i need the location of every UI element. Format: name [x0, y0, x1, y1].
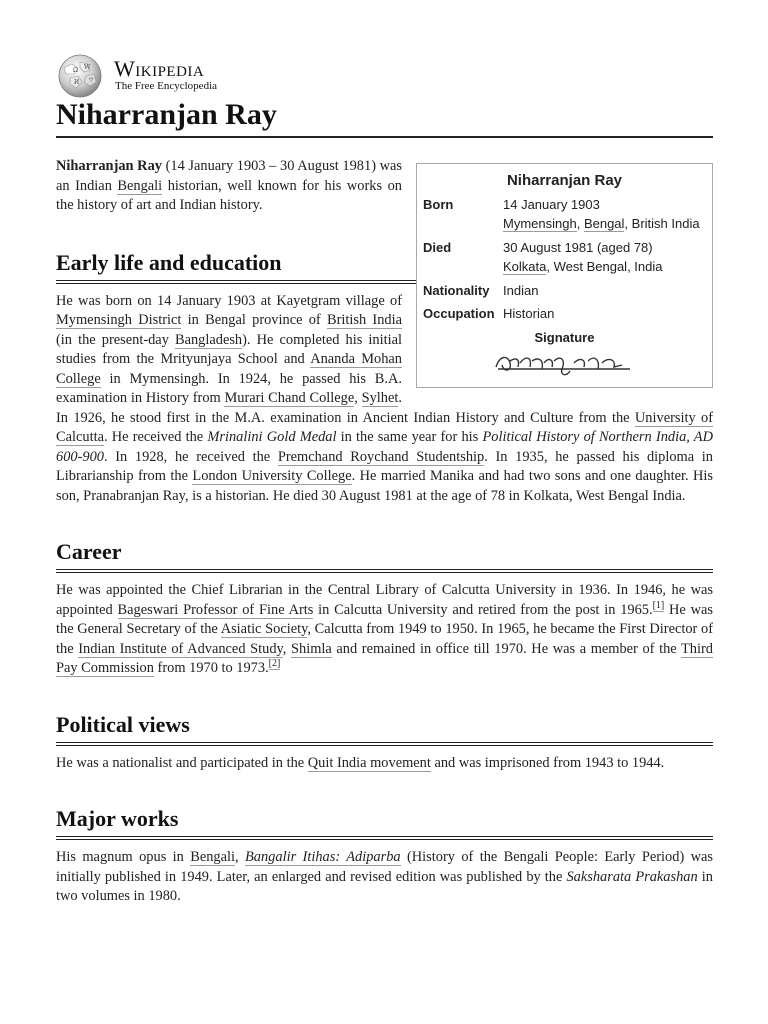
infobox-row-occupation	[423, 304, 706, 324]
svg-text:И: И	[74, 79, 80, 86]
italic-medal: Mrinalini Gold Medal	[207, 429, 337, 445]
text: ,	[282, 640, 292, 657]
reference-1[interactable]: [1]	[652, 599, 665, 611]
text: . In 1926, he stood first in the M.A. examination in Ancient Indian History and Culture from the	[56, 390, 635, 426]
text: . In 1935, he passed his diploma in Librarianship from the	[56, 448, 713, 484]
heading-early-life: Early life and education	[56, 250, 713, 284]
intro-text: (14 January 1903 – 30 August 1981) was an Indian	[56, 158, 402, 194]
infobox-value-born	[503, 195, 706, 234]
infobox-label-born: Born	[423, 196, 454, 212]
text: in Mymensingh. In 1924, he passed his B.A. examination in History from	[56, 370, 402, 406]
svg-text:W: W	[84, 64, 91, 71]
infobox	[416, 163, 713, 388]
link-quit-india-movement[interactable]: Quit India movement	[307, 754, 431, 771]
heading-major-works: Major works	[56, 806, 713, 840]
link-kolkata[interactable]: Kolkata	[503, 259, 547, 274]
link-bengali[interactable]: Bengali	[117, 177, 163, 194]
link-premchand-roychand-studentship[interactable]: Premchand Roychand Studentship	[277, 448, 485, 465]
link-murari-chand-college[interactable]: Murari Chand College	[224, 390, 355, 406]
article-body	[56, 157, 713, 917]
career-paragraph	[56, 581, 713, 679]
link-bageswari-professor[interactable]: Bageswari Professor of Fine Arts	[117, 601, 314, 618]
intro-text: historian, well known for his works on the history of art and Indian history.	[56, 177, 402, 213]
text: His magnum opus in	[56, 849, 191, 865]
link-british-india[interactable]: British India	[326, 312, 402, 328]
text: He was appointed the Chief Librarian in the Central Library of Calcutta University in 1936. In 1946, he was appointed	[56, 582, 713, 618]
wikipedia-globe-logo[interactable]	[56, 54, 104, 98]
died-date: 30 August 1981 (aged 78)	[503, 239, 653, 255]
text: He was a nationalist and participated in the	[56, 754, 308, 771]
born-separator: ,	[576, 216, 584, 231]
link-university-of-calcutta[interactable]: University of Calcutta	[56, 409, 713, 445]
text: He was the General Secretary of the	[56, 601, 713, 637]
italic-publisher: Saksharata Prakashan	[566, 868, 698, 885]
infobox-label-nationality: Nationality	[423, 282, 490, 298]
text: in the same year for his	[336, 429, 483, 445]
text: ,	[354, 390, 362, 406]
text: from 1970 to 1973.	[153, 660, 269, 676]
link-indian-institute-advanced-study[interactable]: Indian Institute of Advanced Study	[78, 640, 283, 657]
infobox-title: Niharranjan Ray	[506, 172, 623, 189]
link-asiatic-society[interactable]: Asiatic Society	[220, 621, 308, 637]
link-bengali-language[interactable]: Bengali	[190, 849, 236, 865]
died-place-rest: , West Bengal, India	[546, 259, 663, 274]
wikipedia-tagline: The Free Encyclopedia	[115, 80, 218, 92]
text: ). He completed his initial studies from the Mrityunjaya School and	[56, 331, 402, 367]
italic-thesis: Political History of Northern India, AD 600-900	[56, 429, 713, 465]
infobox-signature-label: Signature	[534, 329, 595, 345]
text: (in the present-day	[56, 331, 175, 348]
born-date: 14 January 1903	[503, 196, 600, 212]
page-title: Niharranjan Ray	[56, 96, 713, 138]
wikipedia-wordmark[interactable]: Wikipedia	[114, 56, 205, 81]
infobox-value-died	[503, 238, 706, 277]
text: in two volumes in 1980.	[56, 868, 713, 904]
infobox-label-died: Died	[423, 239, 452, 255]
signature-drawing	[490, 347, 640, 379]
infobox-value-occupation: Historian	[503, 306, 555, 321]
link-mymensingh[interactable]: Mymensingh	[503, 216, 577, 231]
link-bengal[interactable]: Bengal	[583, 216, 625, 231]
political-paragraph	[56, 754, 713, 774]
works-paragraph	[56, 848, 713, 907]
heading-political-views: Political views	[56, 712, 713, 746]
link-shimla[interactable]: Shimla	[291, 640, 332, 657]
text: ,	[235, 849, 245, 865]
intro-name: Niharranjan Ray	[56, 158, 162, 174]
text: in Bengal province of	[181, 312, 327, 328]
text: in Calcutta University and retired from the post in 1965.	[313, 601, 653, 618]
infobox-row-nationality	[423, 281, 706, 301]
text: . He received the	[103, 429, 208, 445]
infobox-value-nationality: Indian	[503, 282, 539, 298]
reference-2[interactable]: [2]	[268, 658, 281, 670]
text: (History of the Bengali People: Early Period) was initially published in 1949. Later, an enlarged and revised edition was published by the	[56, 849, 713, 885]
link-sylhet[interactable]: Sylhet	[361, 390, 399, 406]
text: and was imprisoned from 1943 to 1944.	[430, 754, 665, 771]
link-ananda-mohan-college[interactable]: Ananda Mohan College	[56, 351, 402, 387]
text: , Calcutta from 1949 to 1950. In 1965, he became the First Director of the	[56, 621, 714, 657]
svg-text:Ω: Ω	[73, 67, 78, 74]
signature-image[interactable]	[423, 347, 706, 381]
heading-career: Career	[56, 539, 713, 573]
link-third-pay-commission[interactable]: Third Pay Commission	[56, 640, 713, 676]
link-bangladesh[interactable]: Bangladesh	[174, 331, 243, 348]
infobox-row-born	[423, 195, 706, 234]
link-london-university-college[interactable]: London University College	[192, 468, 352, 484]
link-mymensingh-district[interactable]: Mymensingh District	[56, 312, 182, 328]
text: He was born on 14 January 1903 at Kayetgram village of	[56, 292, 402, 309]
svg-text:ウ: ウ	[88, 77, 95, 84]
text: . In 1928, he received the	[103, 448, 278, 465]
text: . He married Manika and had two sons and one daughter. His son, Pranabranjan Ray, is a historian. He died 30 August 1981 at the age of 78 in Kolkata, West Bengal India.	[56, 468, 713, 504]
link-bangalir-itihas[interactable]: Bangalir Itihas: Adiparba	[245, 849, 401, 865]
born-place-rest: , British India	[624, 216, 700, 231]
infobox-row-died	[423, 238, 706, 277]
text: and remained in office till 1970. He was a member of the	[331, 640, 682, 657]
infobox-label-occupation: Occupation	[423, 306, 495, 321]
